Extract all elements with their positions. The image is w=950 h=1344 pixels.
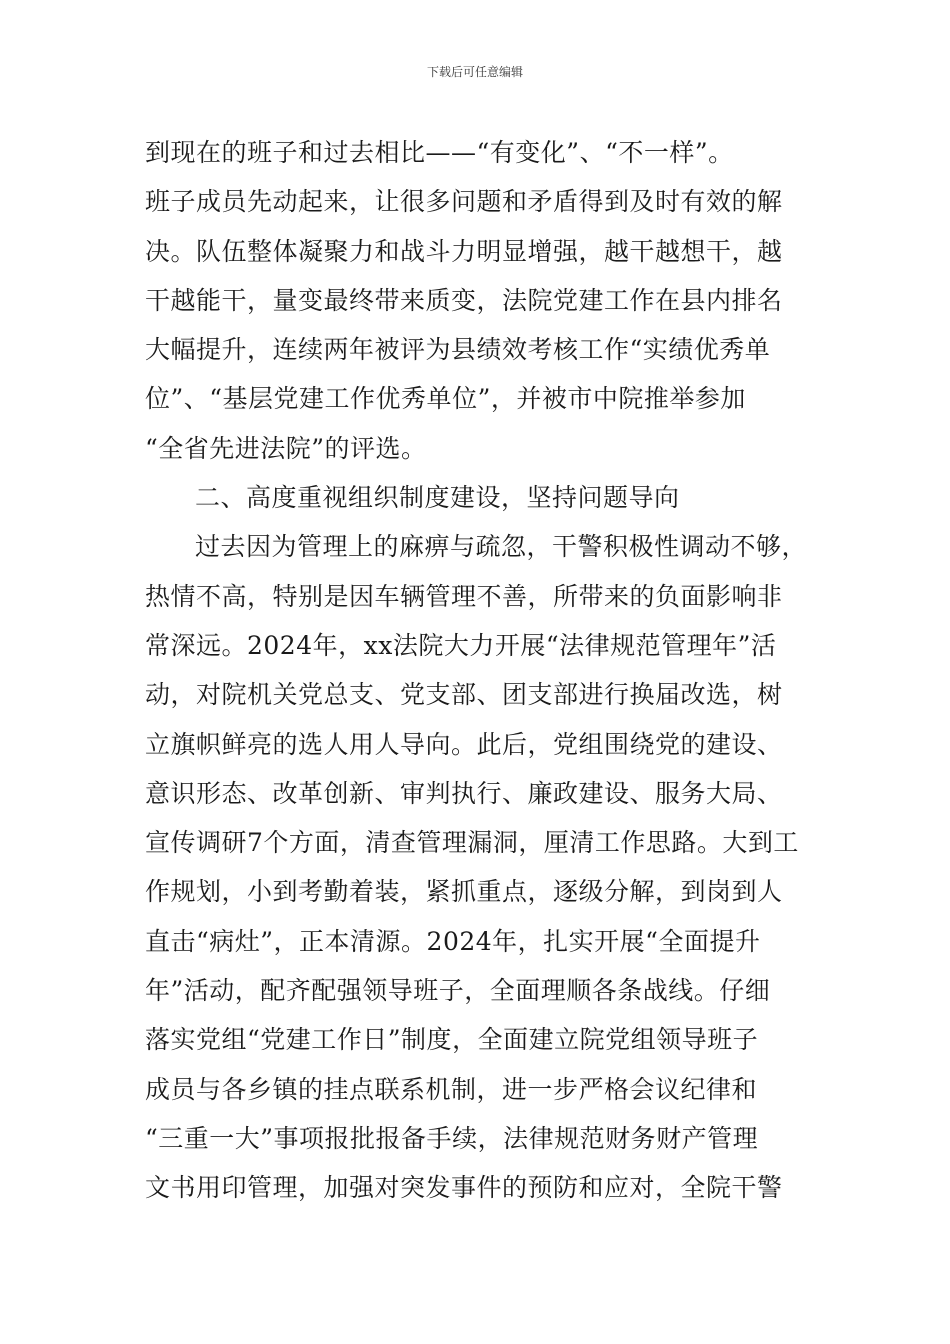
text-line: 到现在的班子和过去相比——“有变化”、“不一样”。	[145, 138, 734, 167]
text-line: 意识形态、改革创新、审判执行、廉政建设、服务大局、	[145, 778, 783, 808]
text-line: 宣传调研7个方面，清查管理漏洞，厘清工作思路。大到工	[145, 828, 799, 858]
text-line: 决。队伍整体凝聚力和战斗力明显增强，越干越想干，越	[145, 236, 783, 266]
text-line: 成员与各乡镇的挂点联系机制，进一步严格会议纪律和	[145, 1074, 758, 1104]
paragraph-start: 过去因为管理上的麻痹与疏忽，干警积极性调动不够，	[195, 532, 808, 562]
text-line: 落实党组“党建工作日”制度，全面建立院党组领导班子	[145, 1025, 759, 1055]
text-line: 位”、“基层党建工作优秀单位”，并被市中院推举参加	[145, 384, 746, 414]
text-line: 直击“病灶”，正本清源。2024年，扎实开展“全面提升	[145, 926, 761, 956]
text-line: “三重一大”事项报批报备手续，法律规范财务财产管理	[145, 1123, 759, 1153]
text-line: 文书用印管理，加强对突发事件的预防和应对，全院干警	[145, 1173, 783, 1203]
section-heading: 二、高度重视组织制度建设，坚持问题导向	[195, 483, 680, 513]
text-line: 大幅提升，连续两年被评为县绩效考核工作“实绩优秀单	[145, 335, 771, 365]
text-line: 热情不高，特别是因车辆管理不善，所带来的负面影响非	[145, 581, 783, 611]
text-line: 常深远。2024年，xx法院大力开展“法律规范管理年”活	[145, 630, 777, 660]
body-text	[145, 128, 810, 1213]
text-line: 作规划，小到考勤着装，紧抓重点，逐级分解，到岗到人	[145, 877, 783, 907]
text-line: 动，对院机关党总支、党支部、团支部进行换届改选，树	[145, 680, 783, 710]
text-line: 干越能干，量变最终带来质变，法院党建工作在县内排名	[145, 285, 783, 315]
text-line: 年”活动，配齐配强领导班子，全面理顺各条战线。仔细	[145, 976, 771, 1006]
text-line: 立旗帜鲜亮的选人用人导向。此后，党组围绕党的建设、	[145, 729, 783, 759]
text-line: 班子成员先动起来，让很多问题和矛盾得到及时有效的解	[145, 187, 783, 217]
text-line: “全省先进法院”的评选。	[145, 433, 427, 463]
page-header: 下载后可任意编辑	[426, 65, 523, 79]
